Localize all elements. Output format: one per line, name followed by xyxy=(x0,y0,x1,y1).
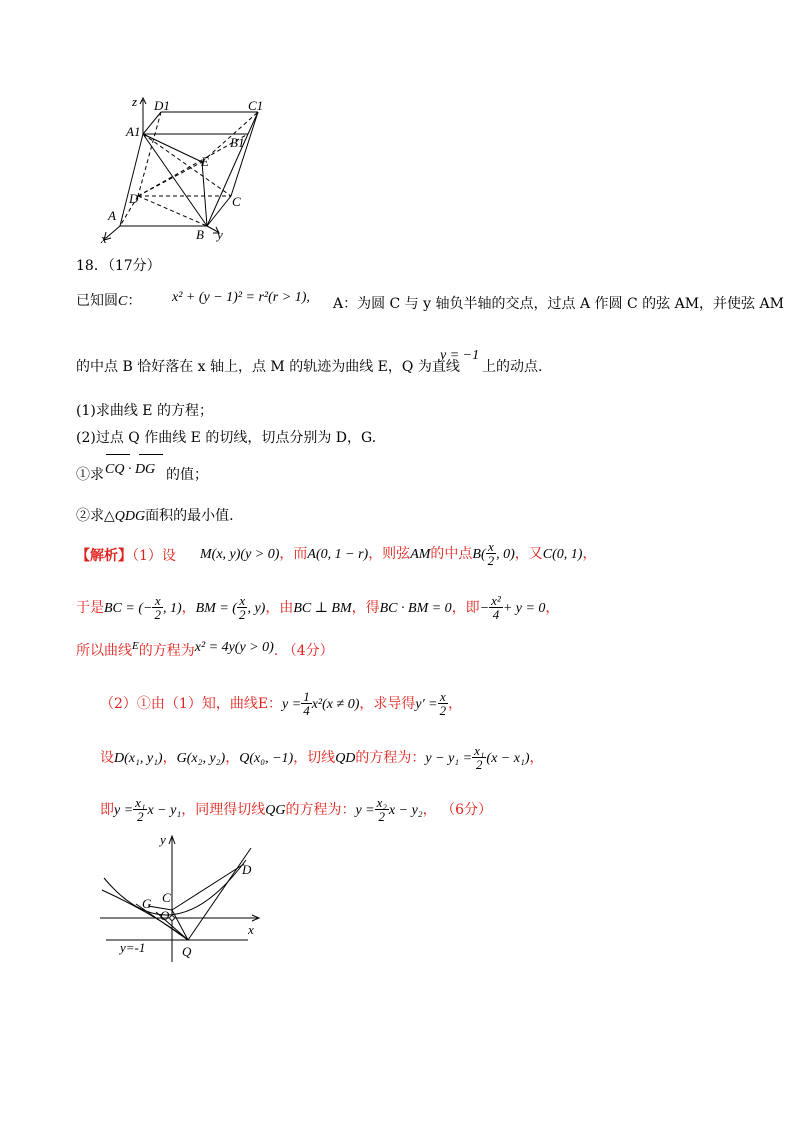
fig1-label: C1 xyxy=(248,98,264,113)
fig1-label: B xyxy=(196,227,204,242)
solution-line-5: 设D(x₁, y₁)，G(x₂, y₂)，Q(x₀, −1)，切线QD的方程为：y − y₁ = $\frac{\text{x₁}}{2}$ (x − x₁)， xyxy=(100,743,544,772)
given-rest: A：为圆 C 与 y 轴负半轴的交点，过点 A 作圆 C 的弦 AM，并使弦 AM xyxy=(333,296,784,312)
solution-line-1-math: M(x, y)(y > 0)，而A(0, 1 − r)，则弦AM的中点B( $\frac{x}{2}$ , 0)，又C(0, 1)， xyxy=(200,539,597,568)
q2a-post: 的值； xyxy=(166,467,208,483)
solution-tag: 【解析】 xyxy=(76,548,132,564)
parallelepiped-figure xyxy=(98,92,268,246)
fig2-label: Q xyxy=(182,944,192,959)
fig2-label: y=-1 xyxy=(120,940,146,955)
parabola-figure xyxy=(96,830,266,966)
fig1-label: B1 xyxy=(230,135,245,150)
question-2a: ①求 xyxy=(76,467,104,483)
fig1-label: z xyxy=(132,94,138,109)
fig2-label: y xyxy=(160,832,166,847)
circle-equation: x² + (y − 1)² = r²(r > 1), xyxy=(172,290,310,305)
solution-line-1: 【解析】（1）设 xyxy=(76,548,176,564)
fig1-label: D xyxy=(129,191,139,206)
problem-given-line: 已知圆C： xyxy=(76,293,142,309)
fig2-label: O xyxy=(160,908,170,923)
fig2-label: C xyxy=(162,890,171,905)
question-2b: ②求△QDG面积的最小值. xyxy=(76,508,234,524)
question-1: (1)求曲线 E 的方程； xyxy=(76,403,213,419)
circle-name: C xyxy=(118,294,128,309)
solution-line-2: 于是BC = (− $\frac{x}{2}$ , 1)，BM = ( $\frac{x}{2}$ , y)，由BC ⊥ BM，得BC · BM = 0，即− $\frac{\text{x²}}{4}$ + y = 0， xyxy=(76,593,560,622)
solution-line-3: 所以曲线$^E$的方程为x² = 4y(y > 0). （4分） xyxy=(76,640,334,659)
fig1-label: C xyxy=(232,194,241,209)
fig1-label: D1 xyxy=(154,98,170,113)
fig1-label: A xyxy=(108,208,116,223)
q2a-expression: CQ · DG xyxy=(105,458,155,478)
solution-line-6: 即y = $\frac{\text{x₁}}{2}$ x − y₁，同理得切线QG的方程为：y = $\frac{\text{x₂}}{2}$ x − y₂， （6分） xyxy=(100,795,493,824)
question-2: (2)过点 Q 作曲线 E 的切线，切点分别为 D，G. xyxy=(76,430,377,446)
fig2-label: x xyxy=(248,922,254,937)
given-intro: 已知圆 xyxy=(76,293,118,309)
fig1-label: y xyxy=(217,227,223,242)
fig1-label: E xyxy=(201,154,209,169)
line2-post: 上的动点. xyxy=(482,359,543,375)
solution-line-4: （2）①由（1）知，曲线E：y = $\frac{1}{4}$ x²(x ≠ 0)，求导得y′ = $\frac{x}{2}$ ， xyxy=(100,689,463,718)
fig1-label: x xyxy=(101,231,107,246)
fig2-label: G xyxy=(142,896,152,911)
problem-number: 18．（17分） xyxy=(76,258,161,274)
line2-pre: 的中点 B 恰好落在 x 轴上，点 M 的轨迹为曲线 E，Q 为直线 xyxy=(76,359,460,375)
fig2-label: D xyxy=(242,862,252,877)
fig1-label: A1 xyxy=(126,124,141,139)
line-equation: y = −1 xyxy=(440,348,480,363)
